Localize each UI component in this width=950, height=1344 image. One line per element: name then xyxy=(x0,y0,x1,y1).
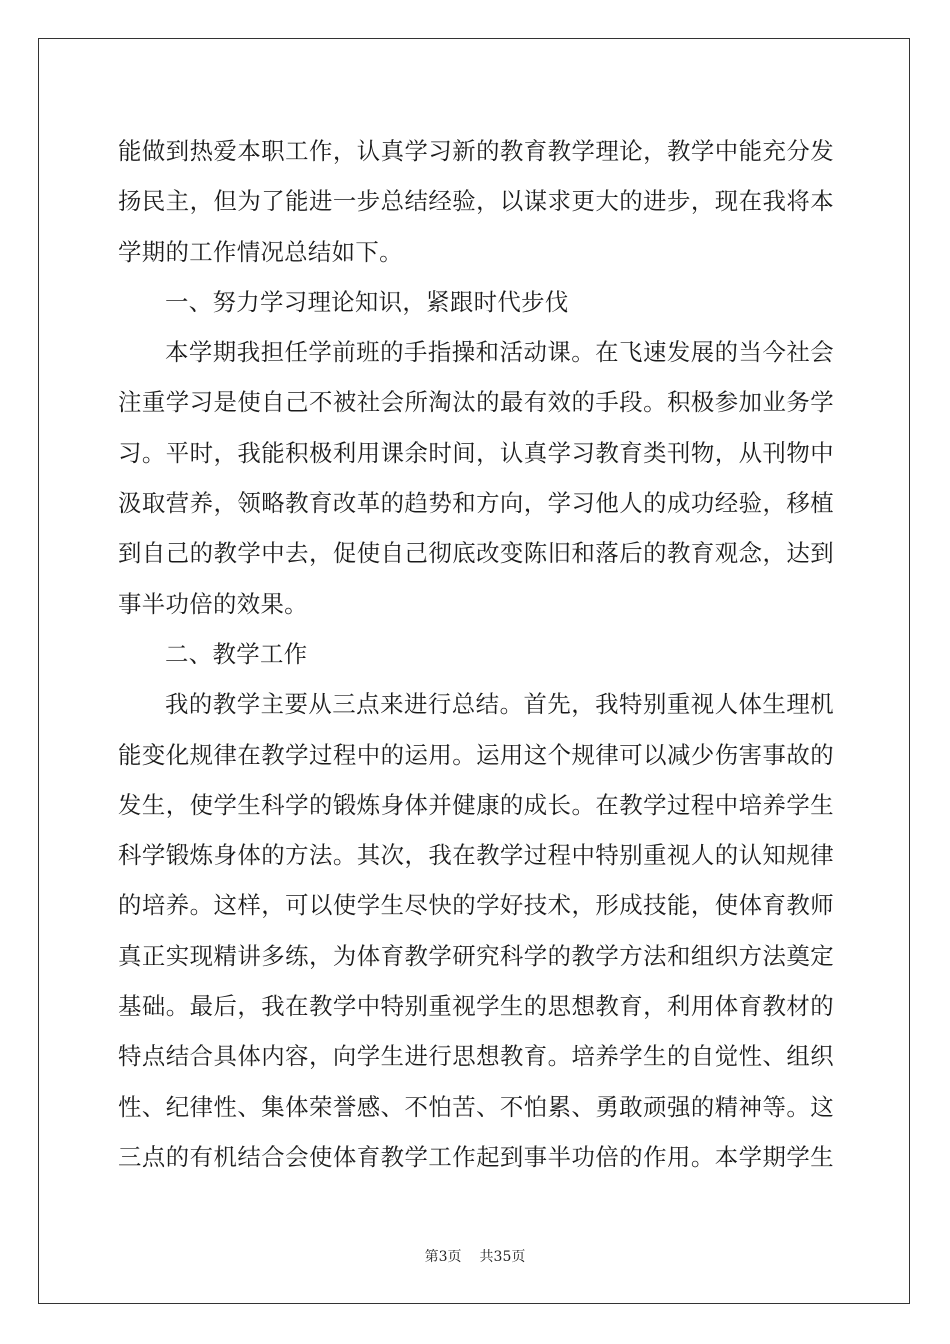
text-line: 性、纪律性、集体荣誉感、不怕苦、不怕累、勇敢顽强的精神等。这 xyxy=(118,1092,834,1121)
text-line: 习。平时，我能积极利用课余时间，认真学习教育类刊物，从刊物中 xyxy=(118,438,834,467)
section-heading: 二、教学工作 xyxy=(165,639,308,668)
text-line: 注重学习是使自己不被社会所淘汰的最有效的手段。积极参加业务学 xyxy=(118,388,834,417)
text-line: 的培养。这样，可以使学生尽快的学好技术，形成技能，使体育教师 xyxy=(118,891,834,920)
section-heading: 一、努力学习理论知识，紧跟时代步伐 xyxy=(165,287,569,316)
text-line: 能变化规律在教学过程中的运用。运用这个规律可以减少伤害事故的 xyxy=(118,740,834,769)
text-line: 三点的有机结合会使体育教学工作起到事半功倍的作用。本学期学生 xyxy=(118,1142,834,1171)
text-line: 能做到热爱本职工作，认真学习新的教育教学理论，教学中能充分发 xyxy=(118,137,834,165)
document-body xyxy=(118,126,834,1182)
text-line: 特点结合具体内容，向学生进行思想教育。培养学生的自觉性、组织 xyxy=(118,1042,834,1071)
page-number: 第3页 xyxy=(424,1249,462,1265)
text-line: 到自己的教学中去，促使自己彻底改变陈旧和落后的教育观念，达到 xyxy=(118,539,834,568)
text-line: 事半功倍的效果。 xyxy=(118,589,308,618)
text-line: 我的教学主要从三点来进行总结。首先，我特别重视人体生理机 xyxy=(165,690,834,719)
text-line: 基础。最后，我在教学中特别重视学生的思想教育，利用体育教材的 xyxy=(118,992,834,1021)
total-pages: 共35页 xyxy=(479,1249,526,1265)
text-line: 科学锻炼身体的方法。其次，我在教学过程中特别重视人的认知规律 xyxy=(118,841,834,870)
text-line: 发生，使学生科学的锻炼身体并健康的成长。在教学过程中培养学生 xyxy=(118,790,834,819)
text-line: 真正实现精讲多练，为体育教学研究科学的教学方法和组织方法奠定 xyxy=(118,941,834,970)
text-line: 汲取营养，领略教育改革的趋势和方向，学习他人的成功经验，移植 xyxy=(118,489,834,518)
text-line: 扬民主，但为了能进一步总结经验，以谋求更大的进步，现在我将本 xyxy=(118,187,834,216)
text-line: 学期的工作情况总结如下。 xyxy=(118,237,403,266)
text-line: 本学期我担任学前班的手指操和活动课。在飞速发展的当今社会 xyxy=(165,338,834,367)
page-footer xyxy=(0,1246,950,1266)
